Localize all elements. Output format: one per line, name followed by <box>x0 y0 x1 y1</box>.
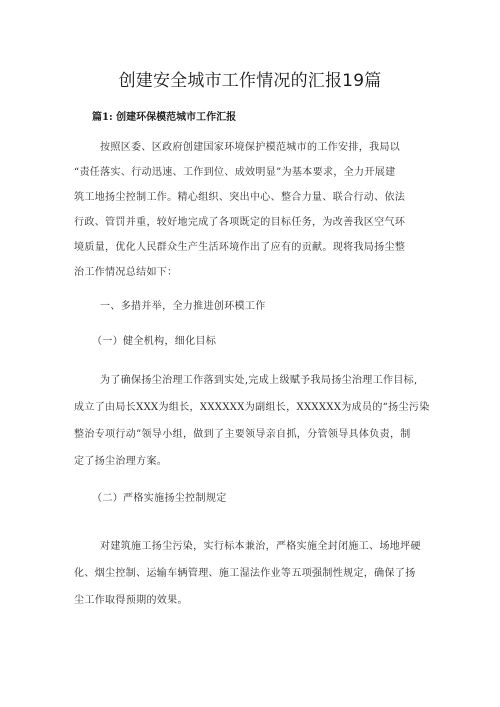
paragraph-line: 尘工作取得预期的效果。 <box>74 595 188 606</box>
subsection-heading: （一）健全机构，细化目标 <box>92 336 217 347</box>
document-title: 创建安全城市工作情况的汇报19篇 <box>118 71 382 91</box>
paragraph-line: 按照区委、区政府创建国家环境保护模范城市的工作安排，我局以 <box>100 142 401 153</box>
paragraph-line: “责任落实、行动迅速、工作到位、成效明显”为基本要求，全力开展建 <box>74 167 396 178</box>
subsection-heading: （二）严格实施扬尘控制规定 <box>92 493 227 504</box>
paragraph-line: 行政、管罚并重，较好地完成了各项既定的目标任务，为改善我区空气环 <box>74 217 406 228</box>
paragraph-line: 境质量，优化人民群众生产生活环境作出了应有的贡献。现将我局扬尘整 <box>74 242 406 253</box>
paragraph-line: 化、烟尘控制、运输车辆管理、施工湿法作业等五项强制性规定，确保了扬 <box>74 568 416 579</box>
paragraph-line: 筑工地扬尘控制工作。精心组织、突出中心、整合力量、联合行动、依法 <box>74 192 406 203</box>
paragraph-line: 定了扬尘治理方案。 <box>74 456 168 467</box>
paragraph-line: 治工作情况总结如下： <box>74 267 178 278</box>
paragraph-line: 成立了由局长XXX为组长，XXXXXX为副组长，XXXXXX为成员的“扬尘污染 <box>74 402 430 413</box>
paragraph-line: 整治专项行动”领导小组，做到了主要领导亲自抓，分管领导具体负责，制 <box>74 429 411 440</box>
document-subtitle: 篇1: 创建环保模范城市工作汇报 <box>92 112 237 123</box>
section-heading: 一、多措并举，全力推进创环模工作 <box>100 301 266 312</box>
paragraph-line: 为了确保扬尘治理工作落到实处,完成上级赋予我局扬尘治理工作目标, <box>100 375 418 386</box>
paragraph-line: 对建筑施工扬尘污染，实行标本兼治，严格实施全封闭施工、场地坪硬 <box>100 541 421 552</box>
